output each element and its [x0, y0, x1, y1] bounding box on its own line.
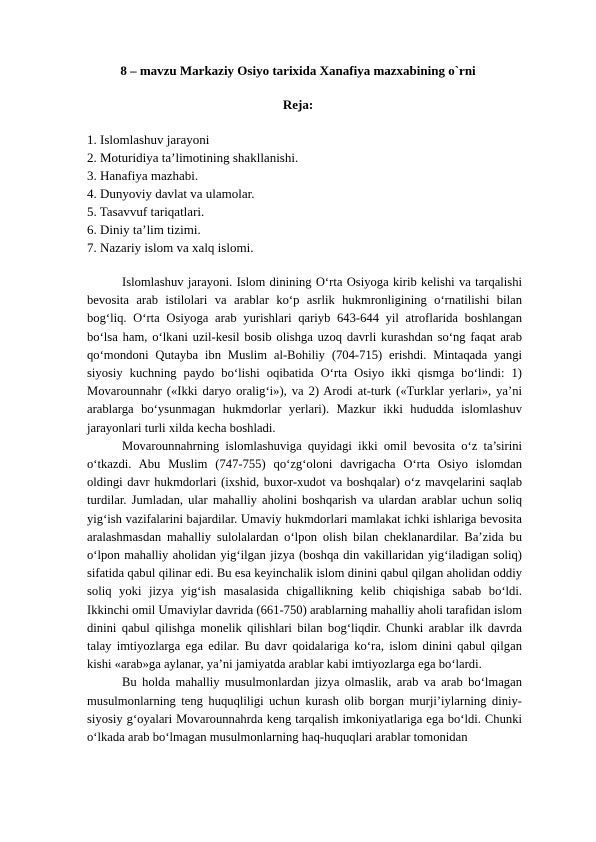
plan-item: 3. Hanafiya mazhabi.	[87, 168, 199, 183]
plan-item: 5. Tasavvuf tariqatlari.	[87, 204, 205, 219]
plan-heading: Reja:	[282, 97, 314, 112]
paragraph-murjiiylar: Bu holda mahalliy musulmonlardan jizya olmaslik, arab va arab bo‘lmagan musulmonlarning teng huquqliligi uchun kurash olib borgan murji’iylarning diniy-siyosiy g‘oyalari Movarounnahrda keng tarqalish imkoniyatlariga ega bo‘ldi. Chunki o‘lkada arab bo‘lmagan musulmonlarning haq-huquqlari arablar tomonidan	[87, 675, 522, 745]
paragraph-islomlashuv: Islomlashuv jarayoni. Islom dinining O‘rta Osiyoga kirib kelishi va tarqalishi bevosita arab istilolari va arablar ko‘p asrlik hukmronligining o‘rnatilishi bilan bog‘liq. O‘rta Osiyoga arab yurishlari qariyb 643-644 yil atroflarida boshlangan bo‘lsa ham, o‘lkani uzil-kesil bosib olishga uzoq davrli kurashdan so‘ng faqat arab qo‘mondoni Qutayba ibn Muslim al-Bohiliy (704-715) erishdi. Mintaqada yangi siyosiy kuchning paydo bo‘lishi oqibatida O‘rta Osiyo ikki qismga bo‘lindi: 1) Movarounnahr («Ikki daryo oralig‘i»), va 2) Arodi at-turk («Turklar yerlari», ya’ni arablarga bo‘ysunmagan hukmdorlar yerlari). Mazkur ikki hududda islomlashuv jarayonlari turli xilda kecha boshladi.	[87, 275, 522, 435]
plan-item: 4. Dunyoviy davlat va ulamolar.	[87, 186, 255, 201]
plan-list	[87, 131, 527, 257]
plan-item: 6. Diniy ta’lim tizimi.	[87, 222, 201, 237]
page-title: 8 – mavzu Markaziy Osiyo tarixida Xanafiya mazxabining o`rni	[120, 63, 476, 78]
plan-item: 7. Nazariy islom va xalq islomi.	[87, 240, 254, 255]
plan-item: 1. Islomlashuv jarayoni	[87, 132, 210, 147]
plan-item: 2. Moturidiya ta’limotining shakllanishi.	[87, 150, 299, 165]
paragraph-movarounnahr: Movarounnahrning islomlashuviga quyidagi ikki omil bevosita o‘z ta’sirini o‘tkazdi. Abu Muslim (747-755) qo‘zg‘oloni davrigacha O‘rta Osiyo islomdan oldingi davr hukmdorlari (ixshid, buxor-xudot va boshqalar) o‘z mavqelarini saqlab turdilar. Jumladan, ular mahalliy aholini boshqarish va ulardan arablar uchun soliq yig‘ish vazifalarini bajardilar. Umaviy hukmdorlari mamlakat ichki ishlariga bevosita aralashmasdan mahalliy sulolalardan o‘lpon olish bilan cheklanardilar. Ba’zida bu o‘lpon mahalliy aholidan yig‘ilgan jizya (boshqa din vakillaridan yig‘iladigan soliq) sifatida qabul qilinar edi. Bu esa keyinchalik islom dinini qabul qilgan aholidan oddiy soliq yoki jizya yig‘ish masalasida chigallikning kelib chiqishiga sabab bo‘ldi. Ikkinchi omil Umaviylar davrida (661-750) arablarning mahalliy aholi tarafidan islom dinini qabul qilishga monelik qilishlari bilan bog‘liqdir. Chunki arablar ilk davrda talay imtiyozlarga ega edilar. Bu davr qoidalariga ko‘ra, islom dinini qabul qilgan kishi «arab»ga aylanar, ya’ni jamiyatda arablar kabi imtiyozlarga ega bo‘lardi.	[87, 438, 522, 672]
body-text	[87, 273, 522, 746]
